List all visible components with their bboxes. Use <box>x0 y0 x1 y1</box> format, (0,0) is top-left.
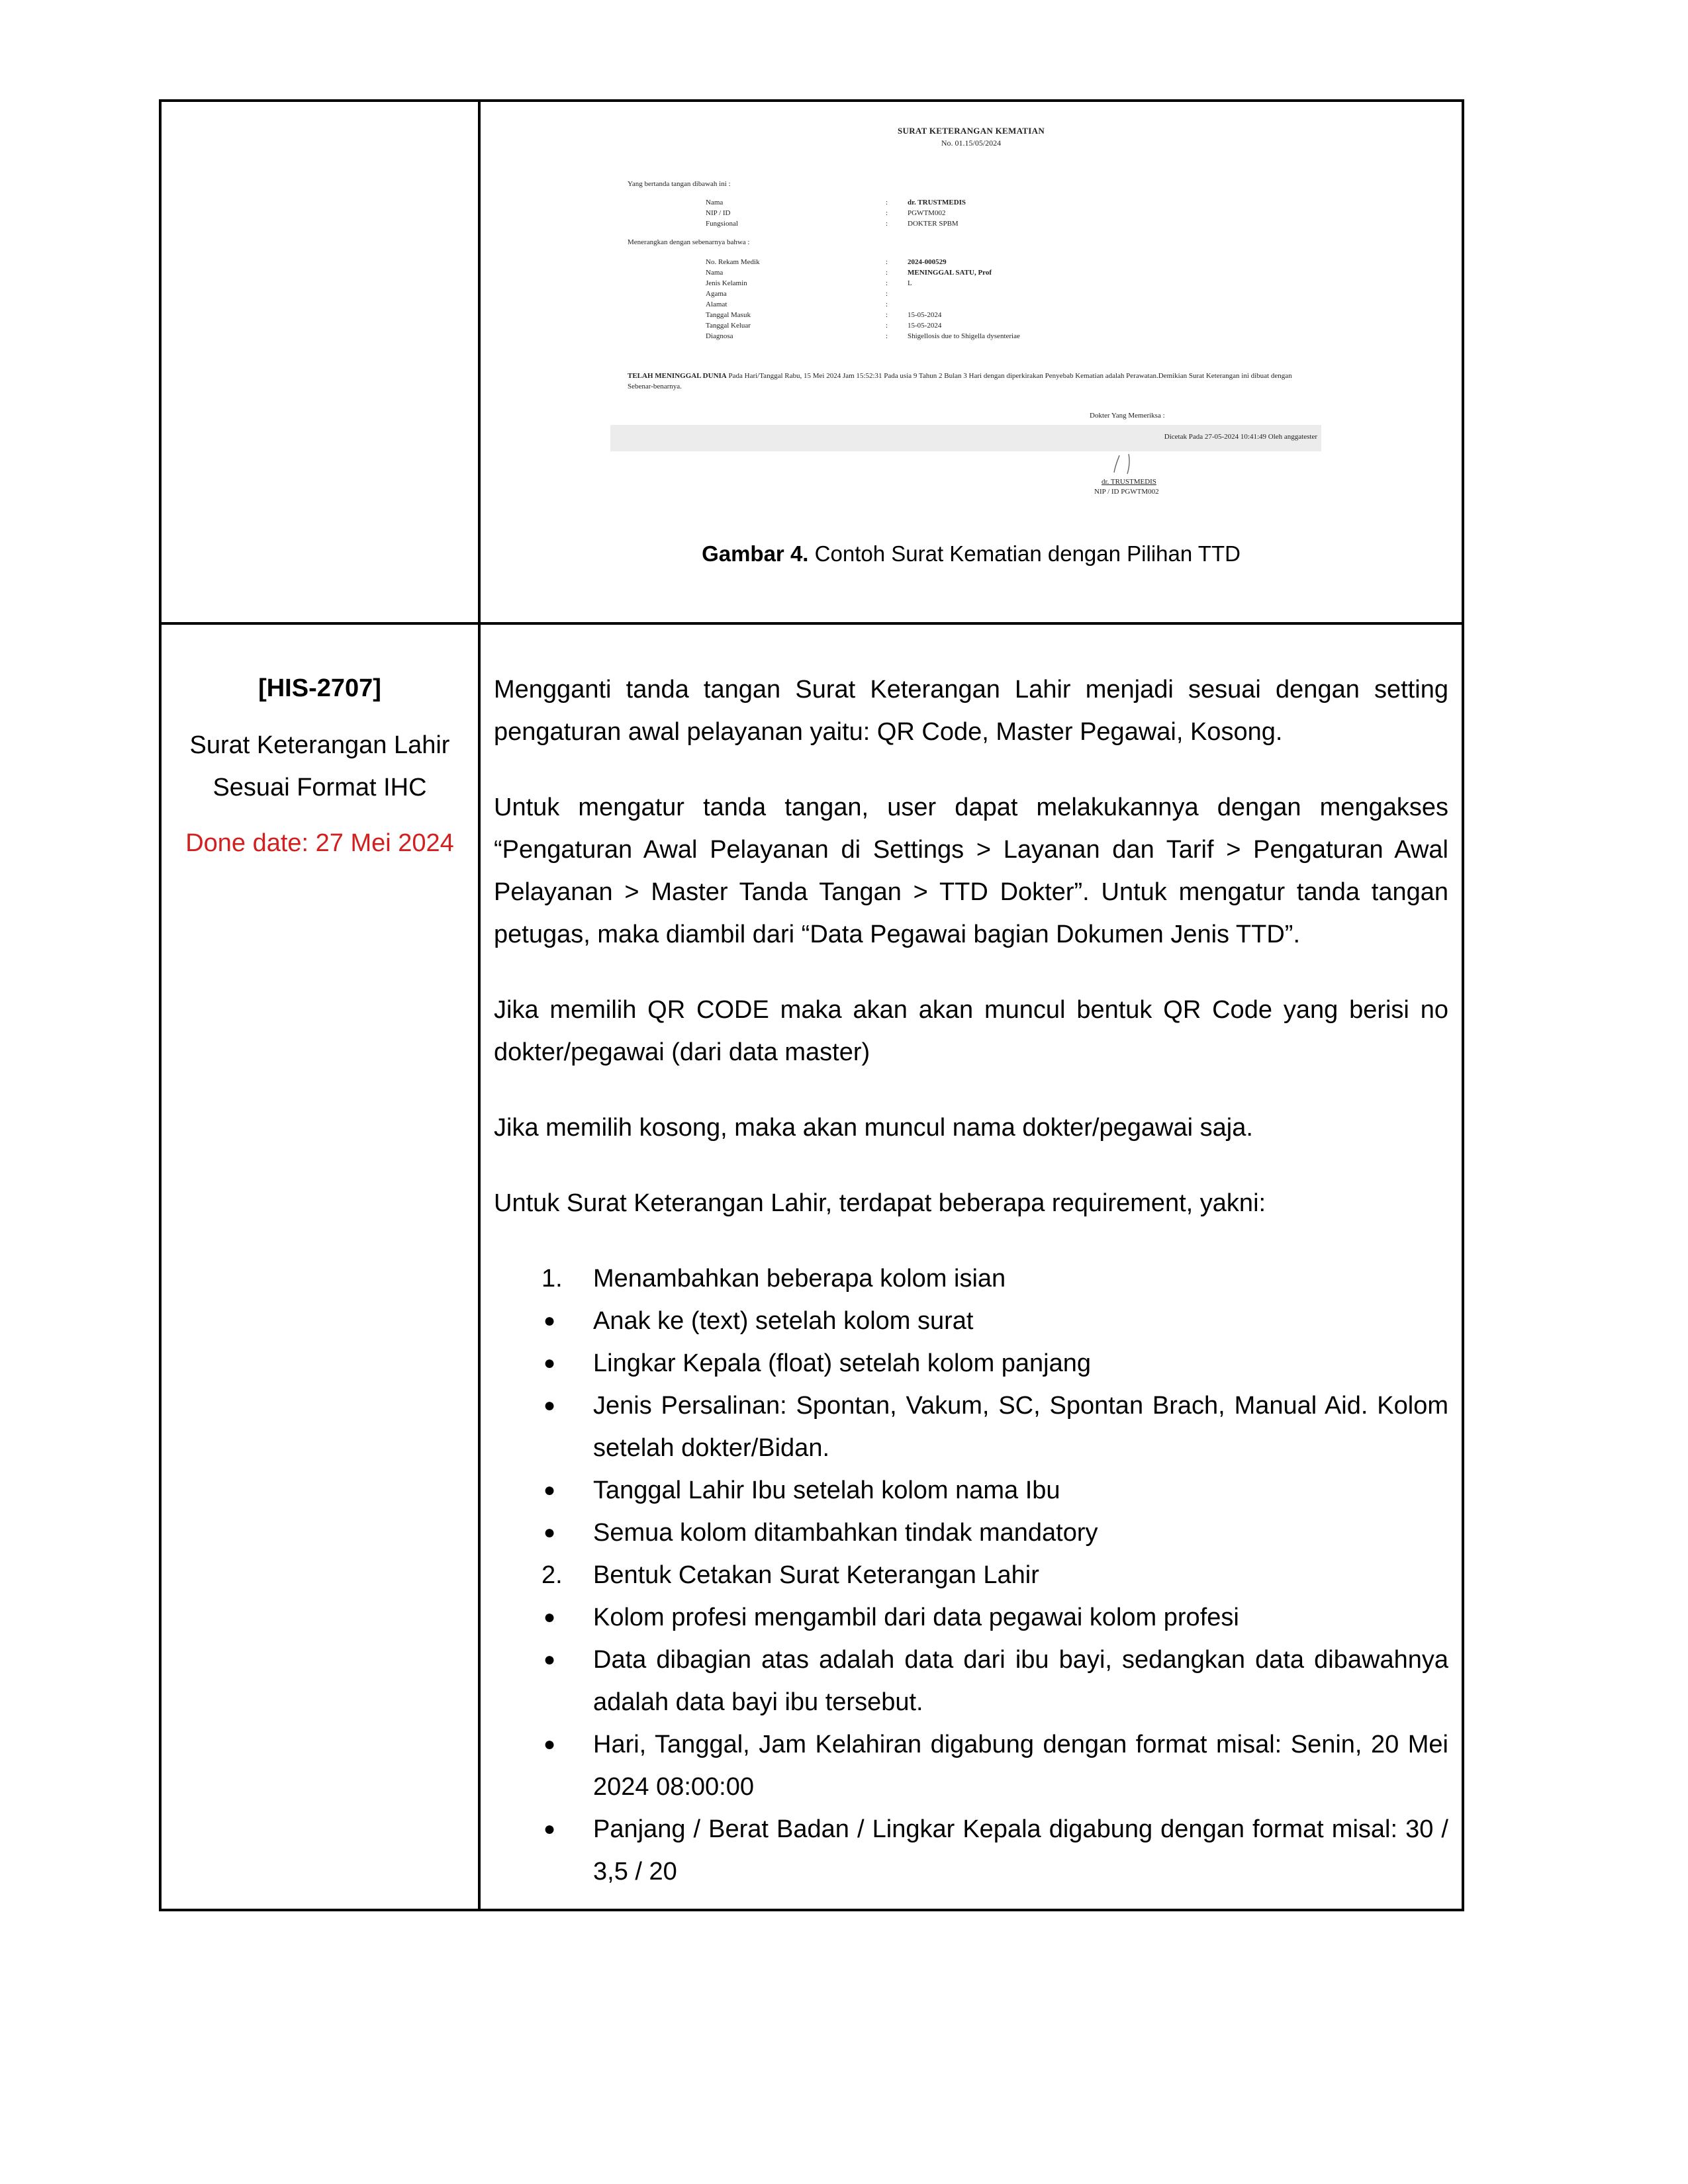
list-item: ● Semua kolom ditambahkan tindak mandatory <box>543 1512 1448 1554</box>
list-item: ● Kolom profesi mengambil dari data pegawai kolom profesi <box>543 1596 1448 1639</box>
paragraph: Mengganti tanda tangan Surat Keterangan Lahir menjadi sesuai dengan setting pengaturan awal pelayanan yaitu: QR Code, Master Pegawai, Kosong. <box>494 676 1448 746</box>
patient-label: Diagnosa <box>706 332 733 340</box>
bullet-list <box>543 1596 1448 1893</box>
patient-value: MENINGGAL SATU, Prof <box>908 269 992 277</box>
list-item: 1. Menambahkan beberapa kolom isian ● Anak ke (text) setelah kolom surat ● Lingkar Kepala (float) setelah kolom panjang ● Jenis Persalinan: Spontan, Vakum, SC, Spontan Brach, Manual Aid. Kolom setelah dokter/Bidan. ● Tanggal Lahir Ibu setelah kolom nama Ibu ● Semua kolom ditambahkan tindak mandatory <box>494 1257 1448 1554</box>
bullet-icon: ● <box>543 1606 556 1628</box>
bullet-icon: ● <box>543 1352 556 1374</box>
bullet-icon: ● <box>543 1310 556 1332</box>
certificate-statement: TELAH MENINGGAL DUNIA Pada Hari/Tanggal Rabu, 15 Mei 2024 Jam 15:52:31 Pada usia 9 Tahun 2 Bulan 3 Hari dengan diperkirakan Penyebab Kematian adalah Perawatan.Demikian Surat Keterangan ini dibuat dengan Sebenar-benarnya. <box>628 372 1292 390</box>
certificate-intro: Yang bertanda tangan dibawah ini : <box>628 180 731 188</box>
table-row <box>160 101 1463 623</box>
patient-value: 2024-000529 <box>908 258 947 266</box>
list-item-title: Bentuk Cetakan Surat Keterangan Lahir <box>593 1561 1039 1589</box>
list-item: ● Jenis Persalinan: Spontan, Vakum, SC, Spontan Brach, Manual Aid. Kolom setelah dokter/Bidan. <box>543 1385 1448 1469</box>
patient-value: 15-05-2024 <box>908 322 942 330</box>
table-row <box>160 623 1463 1910</box>
patient-label: Tanggal Keluar <box>706 322 751 330</box>
patient-label: Nama <box>706 269 724 277</box>
signer-value: dr. TRUSTMEDIS <box>908 199 966 206</box>
figure-caption: Gambar 4. Contoh Surat Kematian dengan Pilihan TTD <box>702 541 1241 566</box>
patient-value: Shigellosis due to Shigella dysenteriae <box>908 332 1020 340</box>
paragraph: Jika memilih kosong, maka akan muncul nama dokter/pegawai saja. <box>494 1114 1253 1142</box>
ticket-cell <box>160 623 479 1910</box>
done-date: Done date: 27 Mei 2024 <box>185 829 454 857</box>
list-item: ● Panjang / Berat Badan / Lingkar Kepala digabung dengan format misal: 30 / 3,5 / 20 <box>543 1808 1448 1893</box>
signatory-name: dr. TRUSTMEDIS <box>1102 478 1156 486</box>
bullet-icon: ● <box>543 1522 556 1543</box>
bullet-list <box>543 1300 1448 1554</box>
bullet-icon: ● <box>543 1818 556 1840</box>
document-table <box>159 99 1464 1911</box>
signature-mark-icon <box>1106 446 1139 479</box>
signer-label: NIP / ID <box>706 209 731 217</box>
signatory-nip: NIP / ID PGWTM002 <box>1094 488 1159 496</box>
patient-value: 15-05-2024 <box>908 311 942 319</box>
list-item: 2. Bentuk Cetakan Surat Keterangan Lahir ● Kolom profesi mengambil dari data pegawai kolom profesi ● Data dibagian atas adalah data dari ibu bayi, sedangkan data dibawahnya adalah data bayi ibu tersebut. ● Hari, Tanggal, Jam Kelahiran digabung dengan format misal: Senin, 20 Mei 2024 08:00:00 ● Panjang / Berat Badan / Lingkar Kepala digabung dengan format misal: 30 / 3,5 / 20 <box>494 1554 1448 1893</box>
patient-value: L <box>908 279 912 287</box>
certificate-states: Menerangkan dengan sebenarnya bahwa : <box>628 238 750 246</box>
certificate-title: SURAT KETERANGAN KEMATIAN <box>897 126 1045 136</box>
signer-value: DOKTER SPBM <box>908 220 959 228</box>
signer-label: Fungsional <box>706 220 738 228</box>
description-cell <box>479 623 1463 1910</box>
signer-label: Nama <box>706 199 724 206</box>
patient-label: Alamat <box>706 300 727 308</box>
ticket-code: [HIS-2707] <box>258 674 381 702</box>
figure-cell <box>479 101 1463 623</box>
bullet-icon: ● <box>543 1649 556 1670</box>
paragraph: Untuk mengatur tanda tangan, user dapat melakukannya dengan mengakses “Pengaturan Awal Pelayanan di Settings > Layanan dan Tarif > Pengaturan Awal Pelayanan > Master Tanda Tangan > TTD Dokter”. Untuk mengatur tanda tangan petugas, maka diambil dari “Data Pegawai bagian Dokumen Jenis TTD”. <box>494 794 1448 948</box>
patient-label: Jenis Kelamin <box>706 279 747 287</box>
list-item: ● Data dibagian atas adalah data dari ibu bayi, sedangkan data dibawahnya adalah data bayi ibu tersebut. <box>543 1639 1448 1723</box>
requirements-list <box>494 1257 1448 1893</box>
empty-left-cell <box>160 101 479 623</box>
patient-label: No. Rekam Medik <box>706 258 760 266</box>
list-item: ● Hari, Tanggal, Jam Kelahiran digabung dengan format misal: Senin, 20 Mei 2024 08:00:00 <box>543 1723 1448 1808</box>
patient-label: Tanggal Masuk <box>706 311 751 319</box>
patient-label: Agama <box>706 290 727 298</box>
list-item: ● Lingkar Kepala (float) setelah kolom panjang <box>543 1342 1448 1385</box>
signer-value: PGWTM002 <box>908 209 946 217</box>
list-item: ● Anak ke (text) setelah kolom surat <box>543 1300 1448 1342</box>
list-item-title: Menambahkan beberapa kolom isian <box>593 1265 1006 1293</box>
bullet-icon: ● <box>543 1479 556 1501</box>
certificate-number: No. 01.15/05/2024 <box>941 138 1002 148</box>
printed-bar <box>610 425 1321 451</box>
printed-info: Dicetak Pada 27-05-2024 10:41:49 Oleh anggatester <box>1164 433 1317 441</box>
bullet-icon: ● <box>543 1394 556 1416</box>
death-certificate-image: SURAT KETERANGAN KEMATIAN No. 01.15/05/2024 Yang bertanda tangan dibawah ini : Nama : dr. TRUSTMEDIS NIP / ID : PGWTM002 Fungsional : DOKTER SPBM Menerangkan dengan sebenarnya bahwa : No. Rekam Medik : 2024-000529 Nama : MENINGGAL SATU, Prof Jenis Kelamin : L Agama : Alamat : Tanggal Masuk : 15-05-2024 Tanggal Keluar : 15-05-2024 Diagnosa : Shigellosis due to Shigella dysenteriae TELAH MENINGGAL DUNIA Pada Hari/Tanggal Rabu, 15 Mei 2024 Jam 15:52:31 Pada usia 9 Tahun 2 Bulan 3 Hari dengan diperkirakan Penyebab Kematian adalah Perawatan.Demikian Surat Keterangan ini dibuat dengan Sebenar-benarnya. Dokter Yang Memeriksa : Dicetak Pada 27-05-2024 10:41:49 Oleh anggatester dr. TRUSTMEDIS NIP / ID PGWTM002 Gambar 4. Contoh Surat Kematian dengan Pilihan TTD <box>481 102 1462 622</box>
examiner-label: Dokter Yang Memeriksa : <box>1090 412 1165 420</box>
ticket-title: Surat Keterangan Lahir Sesuai Format IHC <box>189 731 450 801</box>
bullet-icon: ● <box>543 1733 556 1755</box>
paragraph: Untuk Surat Keterangan Lahir, terdapat beberapa requirement, yakni: <box>494 1189 1266 1217</box>
paragraph: Jika memilih QR CODE maka akan akan muncul bentuk QR Code yang berisi no dokter/pegawai (dari data master) <box>494 996 1448 1066</box>
list-item: ● Tanggal Lahir Ibu setelah kolom nama Ibu <box>543 1469 1448 1512</box>
